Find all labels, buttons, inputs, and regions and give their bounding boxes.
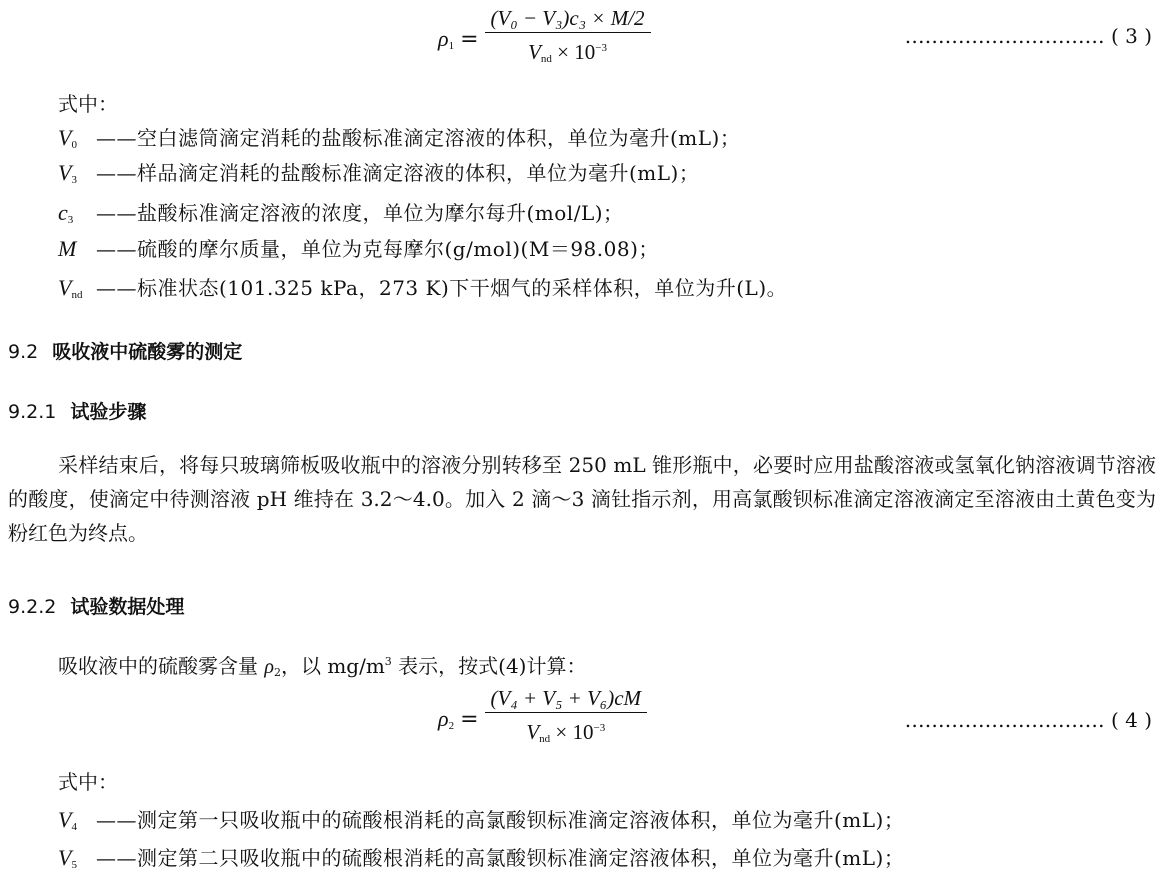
definition-text: ——空白滤筒滴定消耗的盐酸标准滴定溶液的体积，单位为毫升(mL)；	[96, 126, 741, 150]
section-title: 试验步骤	[70, 401, 147, 423]
formula-4-intro: 吸收液中的硫酸雾含量 $\rho_2$，以 $mg/m^3$ 表示，按式(4)计算：	[58, 654, 587, 679]
definition-v0	[58, 122, 740, 151]
definition-text: ——样品滴定消耗的盐酸标准滴定溶液的体积，单位为毫升(mL)；	[96, 161, 700, 185]
section-number: 9.2.1	[8, 401, 57, 423]
definition-symbol: $V_4$	[58, 807, 77, 833]
where-label: 式中：	[58, 770, 118, 794]
formula-4-lhs: $\rho_2$	[438, 706, 455, 732]
definition-text: ——测定第一只吸收瓶中的硫酸根消耗的高氯酸钡标准滴定溶液体积，单位为毫升(mL)；	[96, 808, 905, 832]
definition-symbol: $V_5$	[58, 845, 77, 871]
definition-symbol: M	[58, 236, 77, 261]
formula-3-fraction	[485, 4, 651, 74]
section-number: 9.2	[8, 341, 39, 363]
definition-v3	[58, 157, 699, 186]
definition-v4	[58, 804, 904, 833]
section-title: 试验数据处理	[70, 596, 185, 618]
definition-text: ——标准状态(101.325 kPa，273 K)下干烟气的采样体积，单位为升(L)。	[96, 276, 788, 300]
where-label: 式中：	[58, 92, 118, 116]
definition-symbol: $V_{nd}$	[58, 275, 83, 301]
definition-symbol: $V_3$	[58, 160, 77, 186]
formula-3-equals: =	[460, 26, 479, 52]
section-heading-9-2	[8, 337, 242, 364]
section-heading-9-2-2	[8, 592, 184, 619]
section-number: 9.2.2	[8, 596, 57, 618]
definition-m	[58, 233, 659, 262]
formula-4-fraction	[485, 684, 648, 754]
section-heading-9-2-1	[8, 397, 146, 424]
formula-4	[438, 684, 647, 754]
formula-4-numerator: (V₄ + V₅ + V₆)cM	[490, 686, 642, 710]
formula-3-denominator: $V_{nd} \times 10^{-3}$	[528, 40, 607, 65]
formula-3-lhs: $\rho_1$	[438, 26, 455, 52]
formula-4-denominator: $V_{nd} \times 10^{-3}$	[526, 720, 606, 745]
procedure-paragraph	[8, 448, 1156, 550]
definition-c3	[58, 197, 624, 226]
formula-3-ref: ………………………… ( 3 )	[904, 24, 1152, 48]
formula-3-numerator: (V₀ − V₃)c₃ × M/2	[490, 6, 645, 30]
definition-text: ——盐酸标准滴定溶液的浓度，单位为摩尔每升(mol/L)；	[96, 201, 624, 225]
formula-4-equals: =	[460, 706, 479, 732]
definition-text: ——硫酸的摩尔质量，单位为克每摩尔(g/mol)(M＝98.08)；	[96, 237, 659, 261]
procedure-text: 采样结束后，将每只玻璃筛板吸收瓶中的溶液分别转移至 250 mL 锥形瓶中，必要时应用盐酸溶液或氢氧化钠溶液调节溶液的酸度，使滴定中待测溶液 pH 维持在 3.2～4.0。加入 2 滴～3 滴钍指示剂，用高氯酸钡标准滴定溶液滴定至溶液由土黄色变为粉红色为终点。	[8, 453, 1156, 545]
section-title: 吸收液中硫酸雾的测定	[52, 341, 243, 363]
definition-symbol: $c_3$	[58, 200, 74, 226]
definition-v5	[58, 842, 904, 871]
definition-symbol: $V_0$	[58, 125, 77, 151]
definition-vnd	[58, 272, 787, 301]
formula-4-ref: ………………………… ( 4 )	[904, 708, 1152, 732]
definition-text: ——测定第二只吸收瓶中的硫酸根消耗的高氯酸钡标准滴定溶液体积，单位为毫升(mL)；	[96, 846, 905, 870]
formula-3	[438, 4, 651, 74]
